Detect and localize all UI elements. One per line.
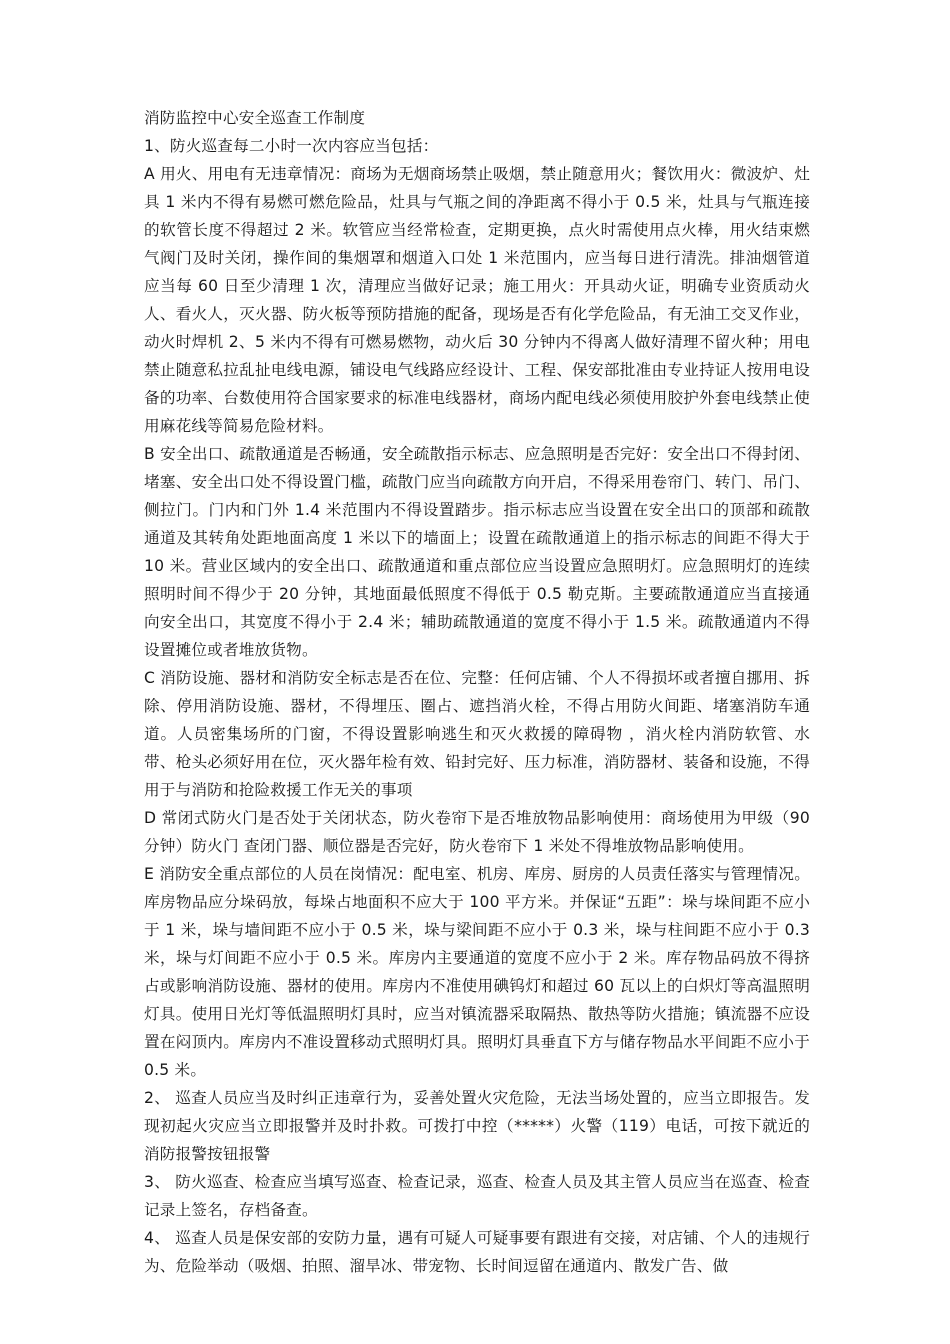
paragraph-fire-electricity: A 用火、用电有无违章情况：商场为无烟商场禁止吸烟，禁止随意用火；餐饮用火：微波炉、灶具 1 米内不得有易燃可燃危险品，灶具与气瓶之间的净距离不得小于 0.5 米，灶具与气瓶连接的软管长度不得超过 2 米。软管应当经常检查，定期更换，点火时需使用点火棒，用火结束燃气阀门及时关闭，操作间的集烟罩和烟道入口处 1 米范围内，应当每日进行清洗。排油烟管道应当每 60 日至少清理 1 次，清理应当做好记录；施工用火：开具动火证，明确专业资质动火人、看火人，灭火器、防火板等预防措施的配备，现场是否有化学危险品，有无油工交叉作业，动火时焊机 2、5 米内不得有可燃易燃物，动火后 30 分钟内不得离人做好清理不留火种；用电禁止随意私拉乱扯电线电源，铺设电气线路应经设计、工程、保安部批准由专业持证人按用电设备的功率、台数使用符合国家要求的标准电线器材，商场内配电线必须使用胶护外套电线禁止使用麻花线等简易危险材料。 <box>144 165 810 435</box>
document-page <box>144 104 810 1280</box>
paragraph-fire-equipment: C 消防设施、器材和消防安全标志是否在位、完整：任何店铺、个人不得损坏或者擅自挪用、拆除、停用消防设施、器材，不得埋压、圈占、遮挡消火栓，不得占用防火间距、堵塞消防车通道。人员密集场所的门窗，不得设置影响逃生和灭火救援的障碍物 ，消火栓内消防软管、水带、枪头必须好用在位，灭火器年检有效、铅封完好、压力标准，消防器材、装备和设施，不得用于与消防和抢险救援工作无关的事项 <box>144 669 810 799</box>
paragraph-exits-evacuation: B 安全出口、疏散通道是否畅通，安全疏散指示标志、应急照明是否完好：安全出口不得封闭、堵塞、安全出口处不得设置门槛，疏散门应当向疏散方向开启，不得采用卷帘门、转门、吊门、侧拉门。门内和门外 1.4 米范围内不得设置踏步。指示标志应当设置在安全出口的顶部和疏散通道及其转角处距地面高度 1 米以下的墙面上；设置在疏散通道上的指示标志的间距不得大于 10 米。营业区域内的安全出口、疏散通道和重点部位应当设置应急照明灯。应急照明灯的连续照明时间不得少于 20 分钟，其地面最低照度不得低于 0.5 勒克斯。主要疏散通道应当直接通向安全出口，其宽度不得小于 2.4 米；辅助疏散通道的宽度不得小于 1.5 米。疏散通道内不得设置摊位或者堆放货物。 <box>144 445 810 659</box>
paragraph-item-4: 4、 巡查人员是保安部的安防力量，遇有可疑人可疑事要有跟进有交接，对店铺、个人的违规行为、危险举动（吸烟、拍照、溜旱冰、带宠物、长时间逗留在通道内、散发广告、做 <box>144 1229 810 1275</box>
paragraph-fire-doors: D 常闭式防火门是否处于关闭状态，防火卷帘下是否堆放物品影响使用：商场使用为甲级（90 分钟）防火门 查闭门器、顺位器是否完好，防火卷帘下 1 米处不得堆放物品影响使用。 <box>144 809 810 855</box>
document-title: 消防监控中心安全巡查工作制度 <box>144 109 366 127</box>
paragraph-key-areas: E 消防安全重点部位的人员在岗情况：配电室、机房、库房、厨房的人员责任落实与管理情况。库房物品应分垛码放，每垛占地面积不应大于 100 平方米。并保证“五距”：垛与垛间距不应小于 1 米，垛与墙间距不应小于 0.5 米，垛与梁间距不应小于 0.3 米，垛与柱间距不应小于 0.3 米，垛与灯间距不应小于 0.5 米。库房内主要通道的宽度不应小于 2 米。库存物品码放不得挤占或影响消防设施、器材的使用。库房内不准使用碘钨灯和超过 60 瓦以上的白炽灯等高温照明灯具。使用日光灯等低温照明灯具时，应当对镇流器采取隔热、散热等防火措施；镇流器不应设置在闷顶内。库房内不准设置移动式照明灯具。照明灯具垂直下方与储存物品水平间距不应小于 0.5 米。 <box>144 865 810 1079</box>
paragraph-item-1-intro: 1、防火巡查每二小时一次内容应当包括： <box>144 137 439 155</box>
paragraph-item-3: 3、 防火巡查、检查应当填写巡查、检查记录，巡查、检查人员及其主管人员应当在巡查、检查记录上签名，存档备查。 <box>144 1173 810 1219</box>
paragraph-item-2: 2、 巡查人员应当及时纠正违章行为，妥善处置火灾危险，无法当场处置的，应当立即报告。发现初起火灾应当立即报警并及时扑救。可拨打中控（*****）火警（119）电话，可按下就近的消防报警按钮报警 <box>144 1089 810 1163</box>
